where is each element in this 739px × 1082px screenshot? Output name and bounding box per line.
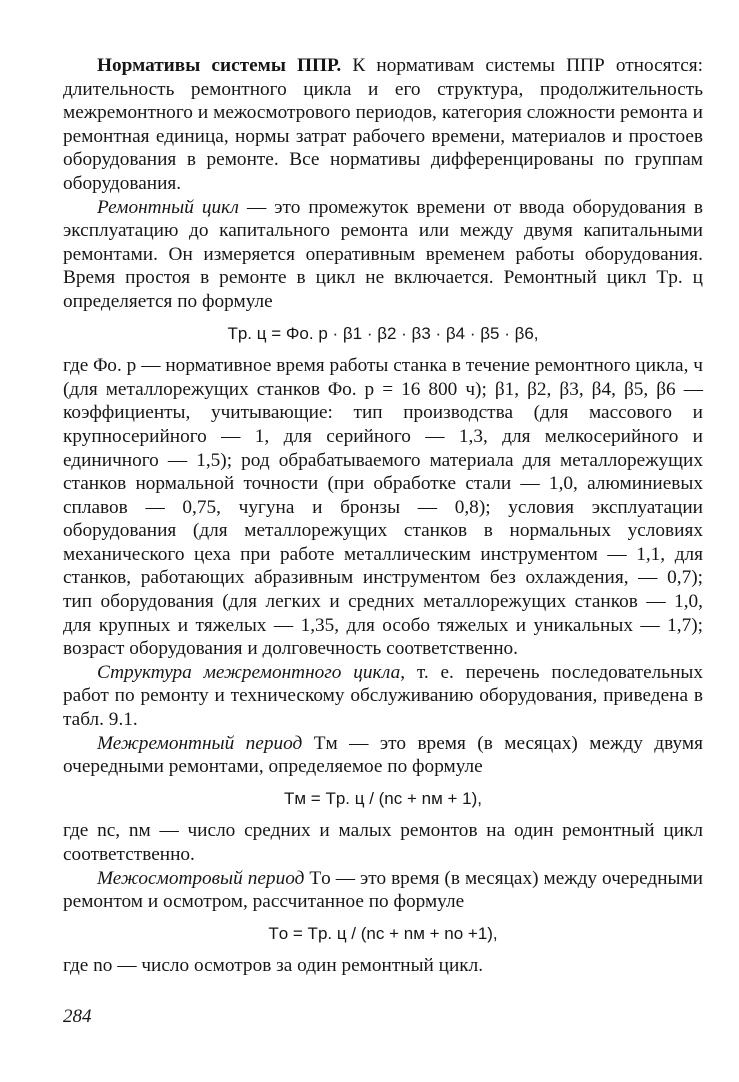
paragraph-text: Tм — это время (в месяцах) между двумя очередными ремонтами, определяемое по формуле — [63, 732, 703, 778]
paragraph-text: , т. е. перечень последовательных работ по ремонту и техническому обслуживанию оборудования, приведена в табл. 9.1. — [63, 661, 703, 731]
term-structure: Структура межремонтного цикла — [97, 661, 401, 683]
paragraph-coefficients — [63, 354, 703, 661]
paragraph-text: где Φо. р — нормативное время работы станка в течение ремонтного цикла, ч (для металлорежущих станков Φо. р = 16 800 ч); β1, β2, β3, β4, β5, β6 — коэффициенты, учитывающие: тип производства (для массового и крупносерийного — 1, для серийного — 1,3, для мелкосерийного и единичного — 1,5); род обрабатываемого материала для металлорежущих станков нормальной точности (при обработке стали — 1,0, алюминиевых сплавов — 0,75, чугуна и бронзы — 0,8); условия эксплуатации оборудования (для металлорежущих станков в нормальных условиях механического цеха при работе металлическим инструментом — 1,1, для станков, работающих абразивным инструментом без охлаждения, — 0,7); тип оборудования (для легких и средних металлорежущих станков — 1,0, для крупных и тяжелых — 1,35, для особо тяжелых и уникальных — 1,7); возраст оборудования и долговечность соответственно. — [63, 355, 703, 660]
term-inspection-period: Межосмотровый период — [97, 867, 305, 889]
term-repair-cycle: Ремонтный цикл — [97, 196, 239, 218]
paragraph-text: Tо — это время (в месяцах) между очередными ремонтом и осмотром, рассчитанное по формуле — [63, 867, 703, 913]
term-interrepair-period: Межремонтный период — [97, 732, 303, 754]
paragraph-inspections-count — [63, 954, 703, 978]
paragraph-text: — это промежуток времени от ввода оборудования в эксплуатацию до капитального ремонта или между двумя капитальными ремонтами. Он измеряется оперативным временем работы оборудования. Время простоя в ремонте в цикл не включается. Ремонтный цикл Tр. ц определяется по формуле — [63, 196, 703, 312]
paragraph-repairs-count — [63, 819, 703, 866]
paragraph-text: где nо — число осмотров за один ремонтный цикл. — [63, 955, 484, 977]
paragraph-norms — [63, 54, 703, 196]
paragraph-repair-cycle — [63, 196, 703, 314]
paragraph-text: где nс, nм — число средних и малых ремонтов на один ремонтный цикл соответственно. — [63, 820, 703, 865]
paragraph-structure — [63, 661, 703, 732]
formula-interrepair-period: Tм = Tр. ц / (nс + nм + 1), — [284, 788, 482, 808]
paragraph-interrepair-period — [63, 732, 703, 779]
paragraph-text: К нормативам системы ППР относятся: длительность ремонтного цикла и его структура, продолжительность межремонтного и межосмотрового периодов, категория сложности ремонта и ремонтная единица, нормы затрат рабочего времени, материалов и простоев оборудования в ремонте. Все нормативы дифференцированы по группам оборудования. — [63, 55, 703, 194]
paragraph-inspection-period — [63, 867, 703, 914]
section-heading: Нормативы системы ППР. — [97, 55, 342, 76]
page-body — [63, 54, 703, 978]
formula-inspection-period: Tо = Tр. ц / (nс + nм + nо +1), — [268, 923, 498, 943]
formula-repair-cycle: Tр. ц = Φо. р · β1 · β2 · β3 · β4 · β5 · β6, — [227, 323, 539, 343]
page-number: 284 — [63, 1006, 92, 1027]
